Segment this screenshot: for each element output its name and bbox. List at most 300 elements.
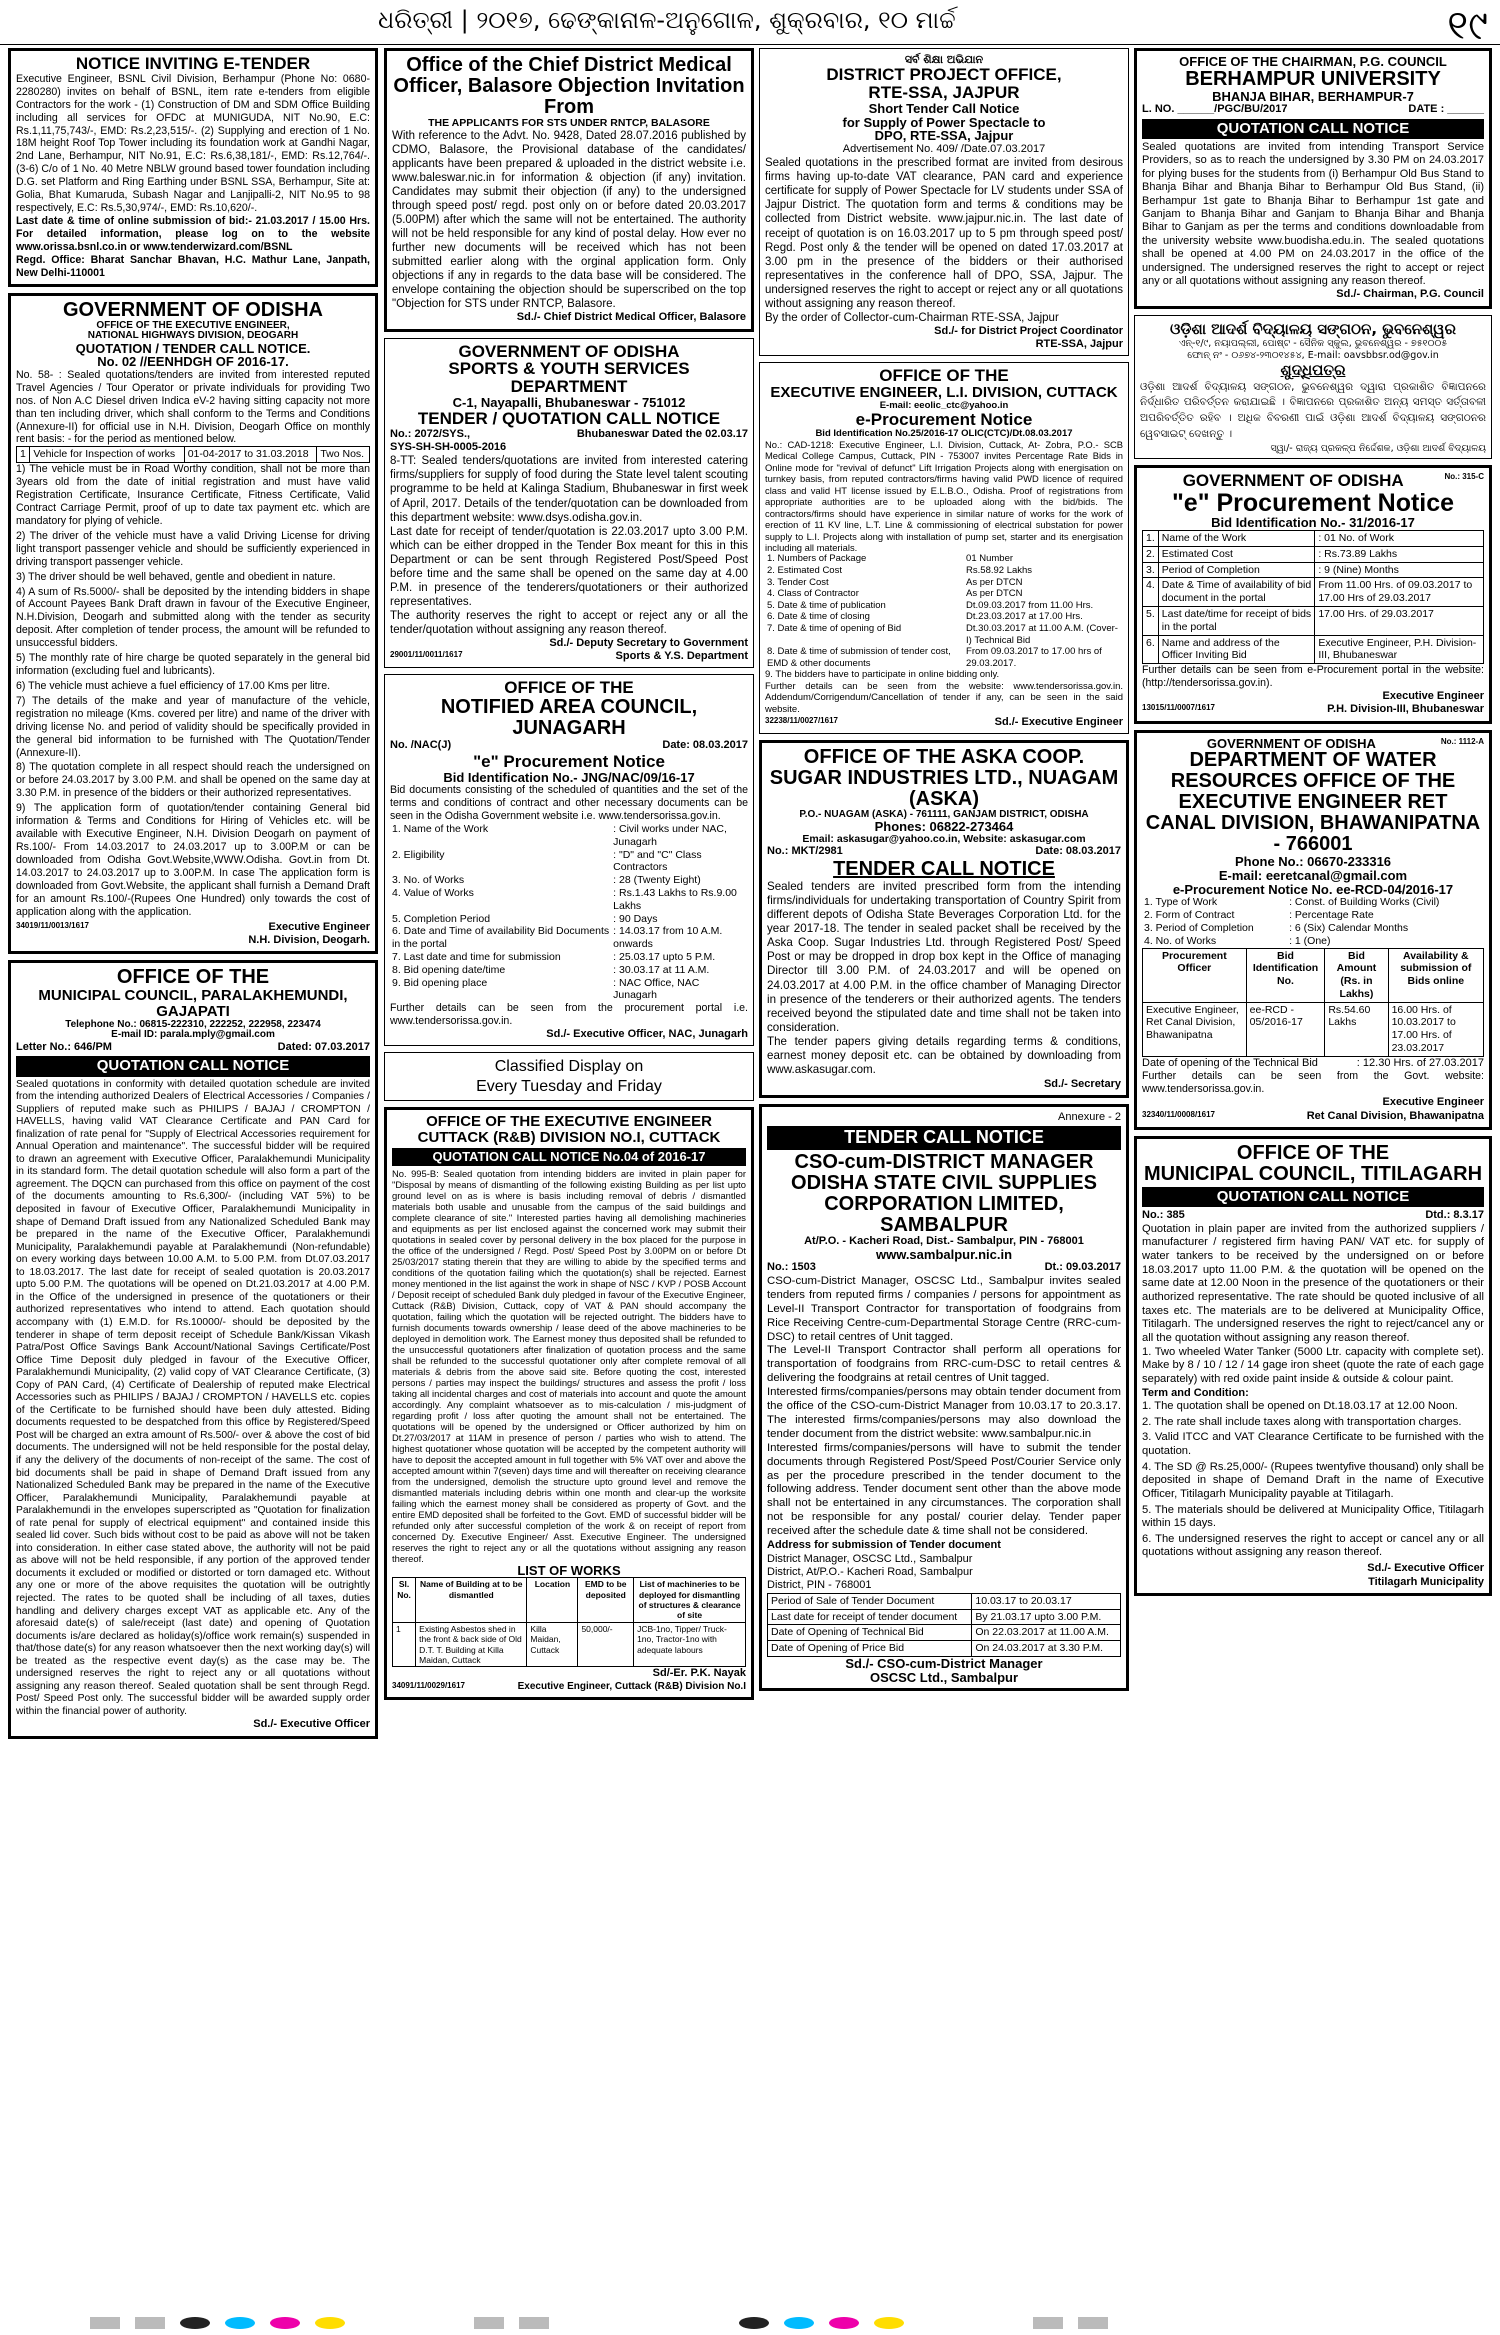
table-row	[1143, 635, 1484, 664]
sports-department-notice	[384, 338, 754, 669]
signature: ସ୍ୱା/- ରାଜ୍ୟ ପ୍ରକଳ୍ପ ନିର୍ଦ୍ଦେଶକ, ଓଡ଼ିଶା ଆଦର୍ଶ ବିଦ୍ୟାଳୟ	[1270, 442, 1486, 454]
ad-title: OFFICE OF THE	[504, 678, 634, 698]
ad-title: Office of the Chief District Medical Officer, Balasore Objection Invitation From	[393, 54, 745, 118]
signature: Titilagarh Municipality	[1368, 1575, 1484, 1588]
table-row	[768, 1609, 1121, 1625]
table-cell: : 01 No. of Work	[1315, 530, 1484, 546]
column-header: Procurement Officer	[1143, 948, 1247, 1002]
table-cell: 4.	[1143, 578, 1159, 607]
table-row	[1143, 546, 1484, 562]
table-cell: 7. Date & time of opening of Bid	[767, 622, 902, 634]
notice-bar: TENDER CALL NOTICE	[767, 1126, 1121, 1150]
header-rule	[0, 44, 1500, 45]
list-item: 2. The rate shall include taxes along with transportation charges.	[1142, 1415, 1462, 1428]
ad-title: MUNICIPAL COUNCIL, PARALAKHEMUNDI, GAJAPATI	[38, 987, 348, 1021]
grey-bar	[90, 2317, 120, 2329]
signature: Sports & Y.S. Department	[615, 650, 748, 663]
table-row	[765, 553, 1123, 565]
letter-no: No.: MKT/2981	[767, 845, 843, 858]
ad-title: ଓଡ଼ିଶା ଆଦର୍ଶ ବିଦ୍ୟାଳୟ ସଙ୍ଗଠନ, ଭୁବନେଶ୍ୱର	[1170, 319, 1456, 338]
table-cell: Rs.58.92 Lakhs	[966, 565, 1033, 577]
bid-table	[1142, 948, 1484, 1057]
table-cell: 9. Bid opening place	[392, 976, 488, 989]
ad-body: Sealed quotations in the prescribed format are invited from desirous firms having up-to-date VAT clearance, PAN card and experience certificate for supply of Power Spectacle for LV students under SSA of Jajpur District. The quotation form and terms & conditions may be collected from District website. www.jajpur.nic.in. The last date of receipt of quotation is on 16.03.2017 up to 5 pm through speed post/ Regd. Post only & the tender will be opened on dated 17.03.2017 at 3.00 pm in the presence of the bidders or their authorised representatives in the conference hall of DPO, SSA, Jajpur. The undersigned reserves the right to accept or reject any or all quotations without assigning any reason thereof.	[765, 157, 1123, 310]
adv-no: Advertisement No. 409/ /Date.07.03.2017	[842, 143, 1046, 156]
table-cell: On 24.03.2017 at 3.30 P.M.	[972, 1641, 1121, 1657]
ad-subtitle: TENDER / QUOTATION CALL NOTICE	[417, 408, 721, 428]
table-cell: : 1 (One)	[1289, 934, 1331, 947]
table-row	[1142, 922, 1484, 935]
signature: RTE-SSA, Jajpur	[1035, 338, 1123, 351]
table-cell: Two Nos.	[317, 447, 370, 463]
column-header: Location	[527, 1578, 578, 1622]
ad-title: OFFICE OF THE	[116, 966, 270, 989]
ad-title: OFFICE OF THE ASKA COOP. SUGAR INDUSTRIES LTD., NUAGAM (ASKA)	[769, 745, 1119, 810]
table-cell: Last date/time for receipt of bids in the portal	[1158, 606, 1315, 635]
table-cell: 1. Type of Work	[1144, 896, 1218, 909]
ad-ref: 29001/11/0011/1617	[390, 650, 463, 660]
ad-body: The authority reserves the right to accept or reject any or all the tender/quotation without assigning any reason thereof.	[390, 609, 748, 636]
ad-title: CSO-cum-DISTRICT MANAGER ODISHA STATE CIVIL SUPPLIES CORPORATION LIMITED, SAMBALPUR	[791, 1151, 1097, 1237]
table-cell: 5. Date & time of publication	[767, 599, 886, 611]
table-cell: 2. Form of Contract	[1144, 909, 1235, 922]
table-row	[390, 849, 748, 875]
list-title: LIST OF WORKS	[517, 1562, 621, 1578]
notice-no: No.: 1112-A	[1440, 736, 1484, 746]
ad-title: SPORTS & YOUTH SERVICES DEPARTMENT	[448, 359, 690, 397]
black-dot	[739, 2317, 769, 2329]
ad-subtitle: THE APPLICANTS FOR STS UNDER RNTCP, BALASORE	[428, 117, 710, 129]
table-cell: 6. Date & time of closing	[767, 611, 870, 623]
ad-subtitle: NATIONAL HIGHWAYS DIVISION, DEOGARH	[87, 330, 299, 342]
signature-row	[392, 1681, 746, 1693]
table-cell: 1.	[1143, 530, 1159, 546]
title-row	[1142, 737, 1484, 751]
table-cell: ee-RCD - 05/2016-17	[1246, 1002, 1325, 1056]
table-cell: Executive Engineer, Ret Canal Division, Bhawanipatna	[1143, 1002, 1247, 1056]
table-cell: JCB-1no, Tipper/ Truck-1no, Tractor-1no with adequate labours	[634, 1622, 746, 1666]
table-cell: : 30.03.17 at 11 A.M.	[613, 963, 710, 976]
signature: Sd./- Chief District Medical Officer, Balasore	[516, 311, 746, 324]
ad-email: E-mail: eeretcanal@gmail.com	[1218, 868, 1408, 884]
table-row	[765, 588, 1123, 600]
masthead: ଧରିତ୍ରୀ | ୨୦୧୭, ଢେଙ୍କାନାଳ-ଅନୁଗୋଳ, ଶୁକ୍ରବାର, ୧୦ ମାର୍ଚ୍ଚ	[378, 6, 956, 34]
letter-row	[1142, 103, 1484, 116]
ad-body: Last date for receipt of tender/quotation is 22.03.2017 upto 3.00 P.M. which can be either dropped in the Tender Box meant for this in this Department or can be sent through Registered Post/Speed Post before time and the same shall be opened on the same day at 4.00 P.M. in presence of the tenderers/quotationers or their authorized representatives.	[390, 525, 748, 608]
table-cell: 10.03.17 to 20.03.17	[972, 1593, 1121, 1609]
list-item: 3) The driver should be well behaved, gentle and obedient in nature.	[16, 570, 336, 583]
table-row	[768, 1641, 1121, 1657]
ad-title: EXECUTIVE ENGINEER, L.I. DIVISION, CUTTACK	[770, 384, 1118, 402]
column-header: Bid Identification No.	[1246, 948, 1325, 1002]
table-row	[765, 577, 1123, 589]
nh-deogarh-notice	[8, 293, 378, 955]
ad-title: RTE-SSA, JAJPUR	[868, 83, 1020, 103]
ad-title: DISTRICT PROJECT OFFICE,	[826, 65, 1062, 85]
list-item: 4) A sum of Rs.5000/- shall be deposited by the intending bidders in shape of Account Payees Bank Draft drawn in favour of the Executive Engineer, N.H.Division, Deogarh and submitted along with the tender as security deposit. After completion of tender process, the amount will be refunded to unsuccessful bidders.	[16, 585, 370, 650]
ad-subtitle: "e" Procurement Notice	[1171, 489, 1455, 518]
ad-footer: Further details can be seen from the procurement portal i.e. www.tendersorissa.gov.in.	[390, 1002, 748, 1028]
table-cell: 2.	[1143, 546, 1159, 562]
table-row	[1143, 530, 1484, 546]
terms-list	[1142, 1400, 1484, 1560]
ad-title: OFFICE OF THE CHAIRMAN, P.G. COUNCIL	[1179, 54, 1447, 69]
table-row	[390, 951, 748, 964]
ad-email: Email: askasugar@yahoo.co.in, Website: askasugar.com	[802, 833, 1086, 846]
ad-body: No.: CAD-1218: Executive Engineer, L.I. Division, Cuttack, At- Zobra, P.O.- SCB Medical College Campus, Cuttack, PIN - 753007 invites Percentage Rate Bids in Online mode for "revival of defunct" Lift Irrigation Projects along with energisation on turnkey basis, from reputed contractors/firms having valid PWD licence of required class and valid HT license issued by E.L.B.O., Odisha. Proof of registrations from appropriate authorities are to be uploaded along with the bid/bids. The contractors/firms should have experience in similar nature of works for the work of erection of 11 KV line, L.T. Line & commissioning of electrical substation for power supply to L.I. Projects along with installation of pump set, starter and its energisation including all materials.	[765, 438, 1123, 554]
table-row	[390, 874, 748, 887]
ad-title: OFFICE OF THE	[879, 366, 1009, 386]
table-row	[17, 447, 370, 463]
title-row	[1142, 472, 1484, 490]
opening-value: : 12.30 Hrs. of 27.03.2017	[1356, 1056, 1484, 1069]
list-item: 9) The application form of quotation/tender containing General bid information & Terms and Conditions for Hiring of Vehicles etc. will be available with Executive Engineer, N.H. Division Deogarh on payment of Rs.100/- From 14.03.2017 to 24.03.2017 up to 3.00P.M or can be downloaded from Odisha Govt.Website,WWW.Odisha. Govt.in from Dt. 14.03.2017 to 24.03.2017 up to 3.00P.M. In case The application form is downloaded from Govt.Website, the applicant shall furnish a Demand Draft for an amount Rs.100/-(Rupees One Hundred) only towards the cost of application along with the application.	[16, 802, 370, 918]
list-item: 8) The quotation complete in all respect should reach the undersigned on or before 24.03.2017 by 3.00 P.M. and shall be opened on the same day at 3.30 P.M. in presence of the bidders or their authorized representatives.	[16, 761, 370, 800]
letter-row	[767, 1261, 1121, 1274]
li-division-cuttack-notice	[759, 362, 1129, 734]
table-cell: 4. Value of Works	[392, 886, 474, 899]
ad-footer: Further details can be seen from e-Procurement portal in the website: (http://tendersorissa.gov.in).	[1142, 664, 1484, 690]
letter-date: Date: 08.03.2017	[662, 739, 748, 752]
table-cell: Name of the Work	[1158, 530, 1315, 546]
cyan-dot	[784, 2317, 814, 2329]
ad-subtitle: TENDER CALL NOTICE	[833, 857, 1055, 880]
ad-title: GOVERNMENT OF ODISHA	[458, 341, 680, 361]
list-item: 1) The vehicle must be in Road Worthy condition, shall not be more than 3years old from the date of initial registration and must have valid Registration Certificate, Insurance Certificate, Fitness Certificate, Valid Contract Carriage Permit, proof of up to date tax payment etc. which are mandatory for plying of vehicle.	[16, 463, 370, 527]
ad-phone: Phones: 06822-273464	[874, 819, 1014, 835]
ad-body: Interested firms/companies/persons may obtain tender document from the office of the CSO-cum-District Manager from 10.03.17 to 20.3.17. The interested firms/companies/persons may also download the tender document from the district website: www.sambalpur.nic.in	[767, 1386, 1121, 1440]
black-dot	[180, 2317, 210, 2329]
vehicle-table	[16, 446, 370, 463]
signature: Executive Engineer	[1382, 1096, 1484, 1109]
column-header: List of machineries to be deployed for dismantling of structures & clearance of site	[634, 1578, 746, 1622]
magenta-dot	[829, 2317, 859, 2329]
aska-sugar-notice	[759, 740, 1129, 1098]
ad-body: ଓଡ଼ିଶା ଆଦର୍ଶ ବିଦ୍ୟାଳୟ ସଙ୍ଗଠନ, ଭୁବନେଶ୍ୱର ଦ୍ୱାରା ପ୍ରକାଶିତ ବିଜ୍ଞାପନରେ ନିର୍ଦ୍ଧାରିତ ପରିବର୍ତ୍ତନ କରାଯାଇଛି । ବିଜ୍ଞାପନରେ ପ୍ରକାଶିତ ଅନ୍ୟ ସମସ୍ତ ସର୍ତ୍ତାବଳୀ ଅପରିବର୍ତ୍ତିତ ରହିବ । ଅଧିକ ବିବରଣୀ ପାଇଁ ଓଡ଼ିଶା ଆଦର୍ଶ ବିଦ୍ୟାଳୟ ସଙ୍ଗଠନର ୱେବସାଇଟ୍ ଦେଖନ୍ତୁ ।	[1140, 380, 1486, 440]
table-cell: By 21.03.17 upto 3.00 P.M.	[972, 1609, 1121, 1625]
table-row	[390, 964, 748, 977]
table-row	[1142, 935, 1484, 948]
table-cell: Dt.30.03.2017 at 11.00 A.M. (Cover-I) Technical Bid	[966, 622, 1118, 646]
table-row	[1143, 1002, 1484, 1056]
annexure-label: Annexure - 2	[1058, 1110, 1121, 1123]
cuttack-rb-notice	[384, 1107, 754, 1699]
grey-bar	[135, 2317, 165, 2329]
ad-title: OFFICE OF THE	[1236, 1141, 1390, 1164]
address-line: District Manager, OSCSC Ltd., Sambalpur	[767, 1552, 973, 1565]
table-row	[768, 1593, 1121, 1609]
ad-title: GOVERNMENT OF ODISHA	[1206, 735, 1376, 751]
ad-title: DEPARTMENT OF WATER RESOURCES OFFICE OF THE EXECUTIVE ENGINEER RET CANAL DIVISION, BHAWANIPATNA - 766001	[1145, 749, 1481, 856]
signature-row	[765, 716, 1123, 729]
table-cell: Date & Time of availability of bid document in the portal	[1158, 578, 1315, 607]
table-row	[1143, 562, 1484, 578]
ad-body: Quotation in plain paper are invited from the authorized suppliers / manufacturer / registered firm having PAN/ VAT etc. for supply of water tankers to be received by the undersigned on or before 18.03.2017 upto 11.00 P.M. & the quotation will be opened on the same date at 12.00 Noon in the presence of the quotationers or their authorized representative. The rate should be quoted inclusive of all taxes etc. The materials are to be delivered at Municipality Office, Titilagarh. The undersigned reserves the right to reject/cancel any or all the quotation without assigning any reason thereof.	[1142, 1222, 1484, 1344]
table-cell: From 09.03.2017 to 17.00 hrs of 29.03.2017.	[966, 646, 1102, 669]
ad-phone: Telephone No.: 06815-222310, 222252, 222958, 223474	[65, 1018, 321, 1030]
jajpur-ssa-notice	[759, 48, 1129, 356]
list-item: 3. Valid ITCC and VAT Clearance Certificate to be furnished with the quotation.	[1142, 1431, 1484, 1457]
table-row	[765, 623, 1123, 646]
ad-email: E-mail: eeolic_ctc@yahoo.in	[879, 400, 1009, 412]
conditions-list	[16, 463, 370, 918]
table-cell: 4. Class of Contractor	[767, 588, 859, 600]
table-cell: 5. Completion Period	[392, 912, 491, 925]
list-item: 4. The SD @ Rs.25,000/- (Rupees twentyfive thousand) only shall be deposited in shape of Demand Draft in the name of Executive Officer, Titilagarh Municipality payable at Titilagarh.	[1142, 1460, 1484, 1500]
classified-display-box	[384, 1052, 754, 1101]
signature: N.H. Division, Deogarh.	[248, 933, 370, 946]
list-item: 5) The monthly rate of hire charge be quoted separately in the general bid information (excluding fuel and lubricants).	[16, 652, 370, 678]
table-row	[1142, 896, 1484, 909]
list-item: 7) The details of the make and year of manufacture of the vehicle, registration no mileage (Kms. covered per litre) and name of the driver with driving license No. and period of validity should be specifically provided in the general bid information to be furnished with The Quotation/Tender (Annexure-II).	[16, 694, 370, 759]
table-row	[390, 913, 748, 926]
table-row	[390, 887, 748, 913]
ad-ref: 32238/11/0027/1617	[765, 715, 838, 725]
table-cell: Existing Asbestos shed in the front & back side of Old D.T. T. Building at Killa Maidan, Cuttack	[416, 1622, 527, 1666]
table-row	[765, 646, 1123, 669]
sys-ref: SYS-SH-SH-0005-2016	[390, 441, 507, 454]
table-cell: : 90 Days	[613, 912, 658, 925]
notice-bar: QUOTATION CALL NOTICE	[16, 1056, 370, 1076]
table-cell: : 28 (Twenty Eight)	[613, 874, 701, 887]
table-cell: As per DTCN	[966, 588, 1023, 600]
table-cell: On 22.03.2017 at 11.00 A.M.	[972, 1625, 1121, 1641]
table-cell: : Rs.1.43 Lakhs to Rs.9.00 Lakhs	[613, 886, 737, 912]
letter-date: Bhubaneswar Dated the 02.03.17	[576, 427, 748, 440]
ad-body: Bid documents consisting of the scheduled of quantities and the set of the terms and conditions of contract and other necessary documents can be seen in the Odisha Government website i.e. www.tendersorissa.gov.in.	[390, 784, 748, 823]
berhampur-university-notice	[1134, 48, 1492, 309]
ad-body: 8-TT: Sealed tenders/quotations are invited from interested catering firms/suppliers for supply of food during the State level talent scouting programme to be held at Kalinga Stadium, Bhubaneswar in first week of April, 2017. Details of the tender/quotation can be downloaded from this department website: www.dsys.odisha.gov.in.	[390, 455, 748, 524]
print-registration-marks	[0, 2315, 1500, 2331]
signature: Sd./- CSO-cum-District Manager	[845, 1655, 1043, 1671]
ad-subtitle: No. 02 //EENHDGH OF 2016-17.	[97, 354, 289, 370]
signature: Sd./- for District Project Coordinator	[934, 324, 1123, 337]
list-item: 2) The driver of the vehicle must have a valid Driving License for driving light transport passenger vehicle and should be sufficiently experienced in driving transport passenger vehicle.	[16, 529, 370, 568]
table-cell: 6. Date and Time of availability Bid Documents in the portal	[392, 925, 610, 951]
bhawanipatna-ret-canal-notice	[1134, 730, 1492, 1130]
column-header: EMD to be deposited	[578, 1578, 634, 1622]
ad-title: BERHAMPUR UNIVERSITY	[1185, 67, 1441, 90]
table-row	[393, 1622, 746, 1666]
list-item: 1. Two wheeled Water Tanker (5000 Ltr. capacity with complete set). Make by 8 / 10 / 12 / 14 gage iron sheet (quote the rate of each gage separately) with red oxide paint inside & outside & colour paint.	[1142, 1345, 1484, 1385]
signature-row	[390, 650, 748, 663]
table-cell: 1. Name of the Work	[392, 822, 489, 835]
list-item: 5. The materials should be delivered at Municipality Office, Titilagarh within 15 days.	[1142, 1503, 1484, 1530]
ad-title: GOVERNMENT OF ODISHA	[62, 298, 323, 321]
table-row	[765, 565, 1123, 577]
ad-subtitle: for Supply of Power Spectacle to	[842, 114, 1046, 130]
ad-body: CSO-cum-District Manager, OSCSC Ltd., Sambalpur invites sealed tenders from reputed firms / companies / persons for appointment as Level-II Transport Contractor for transportation of foodgrains from Rice Receiving Centre-cum-Departmental Storage Centre (RRC-cum-DSC) to retail centres of Unit tagged.	[767, 1274, 1121, 1343]
table-cell: : 9 (Nine) Months	[1315, 562, 1484, 578]
letter-row	[390, 739, 748, 752]
letter-date: Dated: 07.03.2017	[277, 1040, 370, 1053]
letter-no: No. /NAC(J)	[390, 739, 452, 752]
table-row	[1143, 606, 1484, 635]
table-cell: Last date for receipt of tender document	[768, 1609, 972, 1625]
table-cell: : 14.03.17 from 10 A.M. onwards	[613, 925, 723, 951]
ad-body: The Level-II Transport Contractor shall perform all operations for transportation of foodgrains from RRC-cum-DSC to retail centres & delivering the foodgrains at retail centres of Unit tagged.	[767, 1344, 1121, 1385]
table-cell: From 11.00 Hrs. of 09.03.2017 to 17.00 Hrs of 29.03.2017	[1315, 578, 1484, 607]
address-line: District, At/P.O.- Kacheri Road, Sambalpur	[767, 1565, 973, 1578]
table-cell: 17.00 Hrs. of 29.03.2017	[1315, 606, 1484, 635]
table-cell: 50,000/-	[578, 1622, 634, 1666]
table-cell: : Percentage Rate	[1289, 909, 1374, 922]
table-cell: 01-04-2017 to 31.03.2018	[184, 447, 317, 463]
oscsc-sambalpur-notice	[759, 1104, 1129, 1691]
table-cell: Vehicle for Inspection of works	[30, 447, 184, 463]
table-cell: Executive Engineer, P.H. Division-III, Bhubaneswar	[1315, 635, 1484, 664]
table-cell: Name and address of the Officer Inviting Bid	[1158, 635, 1315, 664]
table-cell: Date of Opening of Price Bid	[768, 1641, 972, 1657]
ad-subtitle: QUOTATION / TENDER CALL NOTICE.	[75, 340, 311, 356]
ad-address: BHANJA BIHAR, BERHAMPUR-7	[1212, 88, 1414, 104]
ad-subtitle: "e" Procurement Notice	[473, 751, 665, 771]
table-row	[390, 977, 748, 1003]
table-cell: 5.	[1143, 606, 1159, 635]
ad-subtitle: OFFICE OF THE EXECUTIVE ENGINEER,	[96, 319, 290, 331]
table-cell: : NAC Office, NAC Junagarh	[613, 976, 700, 1002]
grey-bar	[1078, 2317, 1108, 2329]
table-cell: 3. No. of Works	[392, 874, 465, 887]
table-cell: Killa Maidan, Cuttack	[527, 1622, 578, 1666]
bid-details	[765, 553, 1123, 669]
bid-details-table	[1142, 530, 1484, 664]
signature: Ret Canal Division, Bhawanipatna	[1306, 1109, 1484, 1122]
letter-no: No.: 1503	[767, 1261, 816, 1274]
ad-subtitle: DPO, RTE-SSA, Jajpur	[874, 128, 1014, 144]
table-cell: 1. Numbers of Package	[767, 553, 867, 565]
ad-ref: 32340/11/0008/1617	[1142, 1109, 1215, 1119]
table-cell: 7. Last date and time for submission	[392, 950, 561, 963]
page-number: ୧୯	[1447, 3, 1488, 49]
letter-row	[390, 428, 748, 441]
ad-subtitle: ଶୁଦ୍ଧିପତ୍ର	[1280, 361, 1346, 380]
cyan-dot	[225, 2317, 255, 2329]
table-cell: Dt.09.03.2017 from 11.00 Hrs.	[966, 599, 1094, 611]
ad-body: Sealed tenders are invited prescribed form from the intending firms/individuals for undertaking transportation of Country Spirit from different depots of Odisha State Beverages Corporation Ltd. for the year 2017-18. The tender in sealed packet shall be received by the Aska Coop. Sugar Industries Ltd. through Registered Post/ Speed Post or may be dropped in drop box kept in the Office of managing Director till 3.00 P.M. of 24.03.2017 and will be opened on 24.03.2017 at 4.00 P.M. in the office chamber of Managing Director in presence of the tenderers or their authorized agents. The tenders received beyond the stipulated date and time shall not be taken into consideration.	[767, 879, 1121, 1034]
table-row	[768, 1625, 1121, 1641]
table-cell: 01 Number	[966, 553, 1014, 565]
address-line: District, PIN - 768001	[767, 1579, 872, 1592]
signature: Sd./- Executive Officer, NAC, Junagarh	[546, 1027, 748, 1040]
classified-line: Every Tuesday and Friday	[476, 1077, 662, 1095]
letter-date: Dtd.: 8.3.17	[1425, 1209, 1484, 1222]
column-3	[759, 48, 1129, 1697]
signature: Executive Engineer	[1382, 689, 1484, 702]
bsnl-tender-notice	[8, 48, 378, 287]
column-4	[1134, 48, 1492, 1602]
table-cell: 16.00 Hrs. of 10.03.2017 to 17.00 Hrs. of 23.03.2017	[1388, 1002, 1483, 1056]
magenta-dot	[270, 2317, 300, 2329]
list-item: 6) The vehicle must achieve a fuel efficiency of 17.00 Kms per litre.	[16, 679, 331, 692]
signature-row	[16, 921, 370, 934]
ad-address: P.O.- NUAGAM (ASKA) - 761111, GANJAM DISTRICT, ODISHA	[799, 808, 1089, 820]
signature: Sd/-Er. P.K. Nayak	[652, 1667, 746, 1680]
letter-row	[16, 1041, 370, 1054]
table-cell: 1	[17, 447, 30, 463]
table-cell: 3.	[1143, 562, 1159, 578]
signature: Sd./- Chairman, P.G. Council	[1336, 288, 1484, 301]
table-row	[765, 600, 1123, 612]
ad-body: No. 58- : Sealed quotations/tenders are invited from interested reputed Travel Agencies / Tour Operator or private individuals for providing Two nos. of Non A.C Diesel driven Indica eV-2 having sitting capacity not more than ten including driver, which shall conform to the Terms and Conditions (Annexure-II) for official use in N.H. Division, Deogarh Office on monthly rent basis: - for the period as mentioned below.	[16, 368, 370, 446]
ref-row	[390, 441, 748, 454]
terms-title: Term and Condition:	[1142, 1386, 1249, 1399]
notice-bar: QUOTATION CALL NOTICE	[1142, 1187, 1484, 1207]
ad-footer: Further details can be seen from the website: www.tendersorissa.gov.in. Addendum/Corrigendum/Cancellation of tender if any, can be seen in the said website.	[765, 680, 1123, 715]
ad-note: 9. The bidders have to participate in online bidding only.	[765, 669, 1000, 681]
ad-phone: ଫୋନ୍ ନଂ - ୦୬୭୪-୨୩୦୧୪୫୪, E-mail: oavsbbsr.od@gov.in	[1187, 349, 1439, 361]
ad-address: C-1, Nayapalli, Bhubaneswar - 751012	[452, 395, 686, 411]
list-item: 6. The undersigned reserves the right to accept or cancel any or all quotations without assigning any reason thereof.	[1142, 1532, 1484, 1559]
ad-title: OFFICE OF THE EXECUTIVE ENGINEER	[426, 1113, 712, 1131]
table-cell: : Civil works under NAC, Junagarh	[613, 822, 727, 848]
letter-no: No.: 2072/SYS.,	[390, 427, 471, 440]
table-cell: Date of Opening of Technical Bid	[768, 1625, 972, 1641]
table-row	[1143, 578, 1484, 607]
grey-bar	[474, 2317, 504, 2329]
balasore-cdmo-notice	[384, 48, 754, 332]
schedule-table	[767, 1593, 1121, 1657]
ad-body: Executive Engineer, BSNL Civil Division, Berhampur (Phone No: 0680-2280280) invites on behalf of BSNL, item rate e-tenders from eligible Contractors for the work - (1) Construction of DM and SDM Office Building including all services for OFDC at MUNIGUDA, NIT No.90, E.C: Rs.1,11,75,743/-, EMD: Rs.2,23,515/-. (2) Supplying and erection of 1 No. 18M height Roof Top Tower including its foundation work at Gandhi Nagar, 2nd Lane, Berhampur, NIT No.91, E.C: Rs.6,38,181/-, EMD: Rs.12,764/-. (3-6) C/o of 1 No. 40 Metre NBLW ground based tower foundation including D.G. set Platform and Ring Earthing under BSNL SSA, Berhampur, Site at: Golia, Bhat Kumaruda, Subash Nagar and Lanjipalli-2, NIT No.95 to 98 respectively, E.C: Rs.5,30,974/-, EMD: Rs.10,620/-.	[16, 72, 370, 215]
ssa-logo: ସର୍ବ ଶିକ୍ଷା ଅଭିଯାନ	[904, 53, 984, 66]
signature: Sd./- Executive Engineer	[994, 715, 1123, 728]
ad-subtitle: Short Tender Call Notice	[868, 101, 1020, 117]
table-row	[1142, 909, 1484, 922]
address-title: Address for submission of Tender document	[767, 1539, 1001, 1552]
work-details	[1142, 896, 1484, 947]
bid-id: Bid Identification No.25/2016-17 OLIC(CTC)/Dt.08.03.2017	[815, 427, 1073, 439]
letter-row	[767, 845, 1121, 858]
ad-body: With reference to the Advt. No. 9428, Dated 28.07.2016 published by CDMO, Balasore, the Provisional database of the candidates/ applicants have been prepared & uploaded in the district website i.e. www.baleswar.nic.in for information & objection (if any) invitation. Candidates may submit their objection (if any) to the undersigned through speed post/ regd. post only on or before dated 20.03.2017 (5.00PM) after which the same will not be entertained. The authority will not be held responsible for any kind of postal delay. How ever no further new documents will be received which has not been submitted earlier along with the orginal application form. Only objections if any in regards to the data base will be considered. The envelope containing the objection should be superscribed on the top "Objection for STS under RNTCP, Balasore.	[392, 130, 746, 311]
table-cell: 2. Estimated Cost	[767, 565, 842, 577]
letter-date: Date: 08.03.2017	[1035, 845, 1121, 858]
ad-address: At/P.O. - Kacheri Road, Dist.- Sambalpur, PIN - 768001	[804, 1235, 1084, 1248]
table-row	[765, 611, 1123, 623]
table-cell: 8. Bid opening date/time	[392, 963, 506, 976]
signature: OSCSC Ltd., Sambalpur	[869, 1669, 1019, 1685]
table-cell: : 25.03.17 upto 5 P.M.	[613, 950, 716, 963]
junagarh-nac-notice	[384, 674, 754, 1046]
signature-row	[1142, 703, 1484, 716]
table-cell: Estimated Cost	[1158, 546, 1315, 562]
table-cell: Dt.23.03.2017 at 17.00 Hrs.	[966, 611, 1083, 623]
ad-address: ଏନ୍-୧/୯, ନୟାପଲ୍ଲୀ, ପୋଷ୍ଟ - ସୈନିକ ସ୍କୁଲ, ଭୁବନେଶ୍ୱର - ୭୫୧୦୦୫	[1178, 338, 1448, 350]
list-item: 1. The quotation shall be opened on Dt.18.03.17 at 12.00 Noon.	[1142, 1399, 1458, 1412]
paralakhemundi-notice	[8, 960, 378, 1739]
work-details	[390, 823, 748, 1002]
titilagarh-notice	[1134, 1136, 1492, 1596]
column-header: Bid Amount (Rs. in Lakhs)	[1325, 948, 1388, 1002]
ad-ref: 34091/11/0029/1617	[392, 1680, 465, 1690]
bid-id: Bid Identification No.- JNG/NAC/09/16-17	[443, 769, 695, 785]
column-header: Sl. No.	[393, 1578, 416, 1622]
signature: Sd./- Executive Officer	[1367, 1562, 1484, 1575]
ad-body: Interested firms/companies/persons will have to submit the tender documents through Registered Post/Speed Post/Courier Service only as per the procedure prescribed in the tender document to the following address. Tender document sent other than the above mode shall not be entertained in any circumstances. The corporation shall not be responsible for any postal/ courier delay. Tender paper received after the schedule date & time shall not be considered.	[767, 1441, 1121, 1538]
notice-bar: QUOTATION CALL NOTICE No.04 of 2016-17	[392, 1148, 746, 1166]
ad-phone: Phone No.: 06670-233316	[1234, 854, 1392, 870]
ad-email: E-mail ID: parala.mply@gmail.com	[111, 1029, 275, 1041]
yellow-dot	[874, 2317, 904, 2329]
column-1	[8, 48, 378, 1745]
opening-label: Date of opening of the Technical Bid	[1142, 1056, 1318, 1069]
ad-footer: Further details can be seen from the Govt. website: www.tendersorissa.gov.in.	[1142, 1070, 1484, 1096]
letter-no: No.: 385	[1142, 1209, 1185, 1222]
table-cell: 4. No. of Works	[1144, 934, 1217, 947]
signature: Executive Engineer	[268, 920, 370, 933]
ad-subtitle: e-Procurement Notice	[855, 409, 1033, 429]
signature: Sd./- Deputy Secretary to Government	[549, 636, 748, 649]
ad-last-date: Last date & time of online submission of bid:- 21.03.2017 / 15.00 Hrs. For detailed information, please log on to the website www.orissa.bsnl.co.in or www.tenderwizard.com/BSNL	[16, 214, 370, 253]
